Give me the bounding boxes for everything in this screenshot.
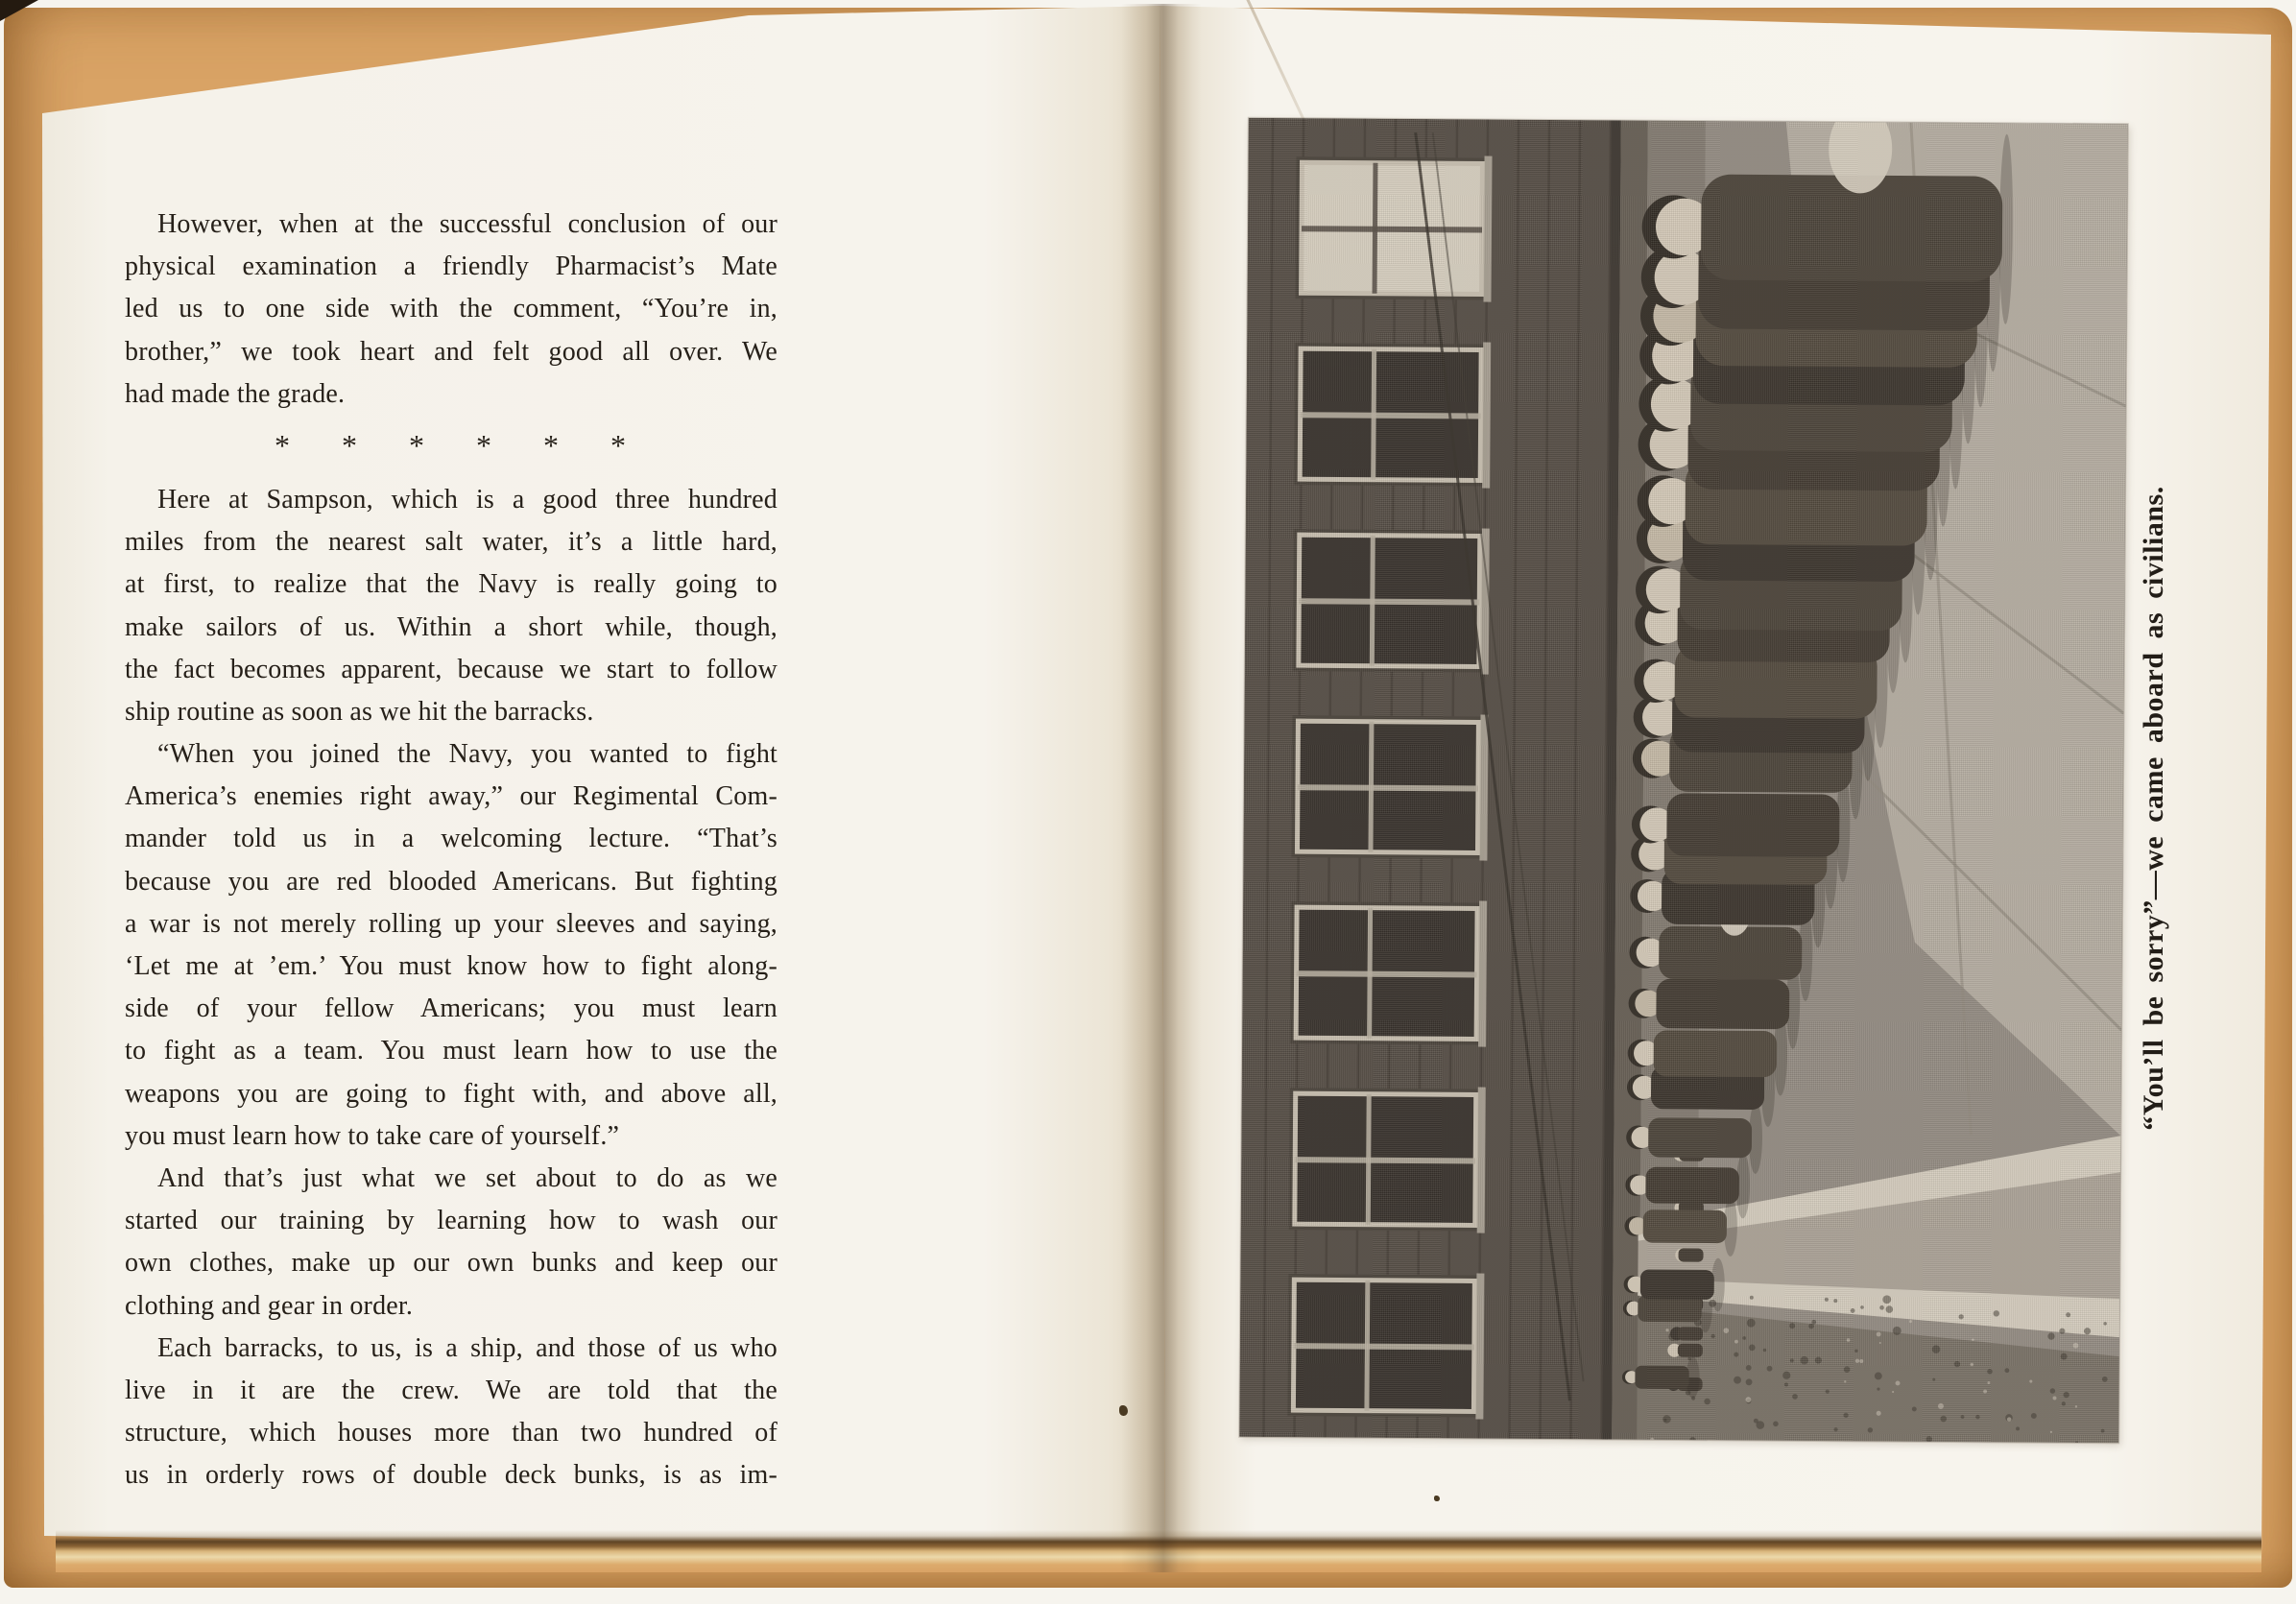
text-line: side of your fellow Americans; you must learn	[125, 994, 777, 1024]
text-line: at first, to realize that the Navy is really going to	[125, 569, 777, 600]
text-line: clothing and gear in order.	[125, 1290, 414, 1321]
text-line: physical examination a friendly Pharmacist’s Mate	[125, 251, 777, 282]
text-line: you must learn how to take care of yourself.”	[125, 1120, 620, 1151]
paper-speck	[1434, 1496, 1440, 1501]
text-line: mander told us in a welcoming lecture. “That’s	[125, 824, 777, 854]
text-line: weapons you are going to fight with, and above all,	[125, 1078, 777, 1109]
text-line: America’s enemies right away,” our Regimental Com-	[125, 781, 777, 812]
text-line: And that’s just what we set about to do as we	[157, 1162, 777, 1193]
text-line: us in orderly rows of double deck bunks, is as im-	[125, 1460, 777, 1491]
text-line: started our training by learning how to wash our	[125, 1206, 777, 1236]
left-page-text	[125, 203, 777, 1496]
text-line: Each barracks, to us, is a ship, and those of us who	[157, 1332, 777, 1363]
barracks-photo-illustration	[1239, 118, 2128, 1443]
text-line: However, when at the successful conclusion of our	[157, 209, 777, 239]
text-line: the fact becomes apparent, because we start to follow	[125, 654, 777, 684]
recruits-photo	[1239, 118, 2128, 1443]
text-line: live in it are the crew. We are told that the	[125, 1375, 777, 1405]
text-line: to fight as a team. You must learn how to use the	[125, 1036, 777, 1066]
asterisk-divider: * * * * * *	[275, 427, 628, 463]
text-line: Here at Sampson, which is a good three hundred	[157, 484, 777, 515]
text-line: because you are red blooded Americans. But fighting	[125, 866, 777, 897]
text-line: own clothes, make up our own bunks and keep our	[125, 1248, 777, 1279]
text-line: brother,” we took heart and felt good all over. We	[125, 336, 777, 367]
text-line: ‘Let me at ’em.’ You must know how to fight along-	[125, 951, 777, 981]
text-line: a war is not merely rolling up your sleeves and saying,	[125, 908, 777, 939]
photo-upright-scene	[1239, 118, 2128, 1443]
text-line: make sailors of us. Within a short while, though,	[125, 611, 777, 642]
paper-speck	[1119, 1405, 1128, 1416]
text-line: miles from the nearest salt water, it’s a little hard,	[125, 527, 777, 558]
text-line: “When you joined the Navy, you wanted to fight	[157, 739, 777, 770]
text-line: structure, which houses more than two hundred of	[125, 1418, 777, 1448]
text-line: ship routine as soon as we hit the barracks.	[125, 696, 594, 727]
photo-caption: “You’ll be sorry”—we came aboard as civilians.	[2138, 486, 2169, 1131]
text-line: led us to one side with the comment, “You’re in,	[125, 294, 777, 324]
text-line: had made the grade.	[125, 378, 346, 409]
